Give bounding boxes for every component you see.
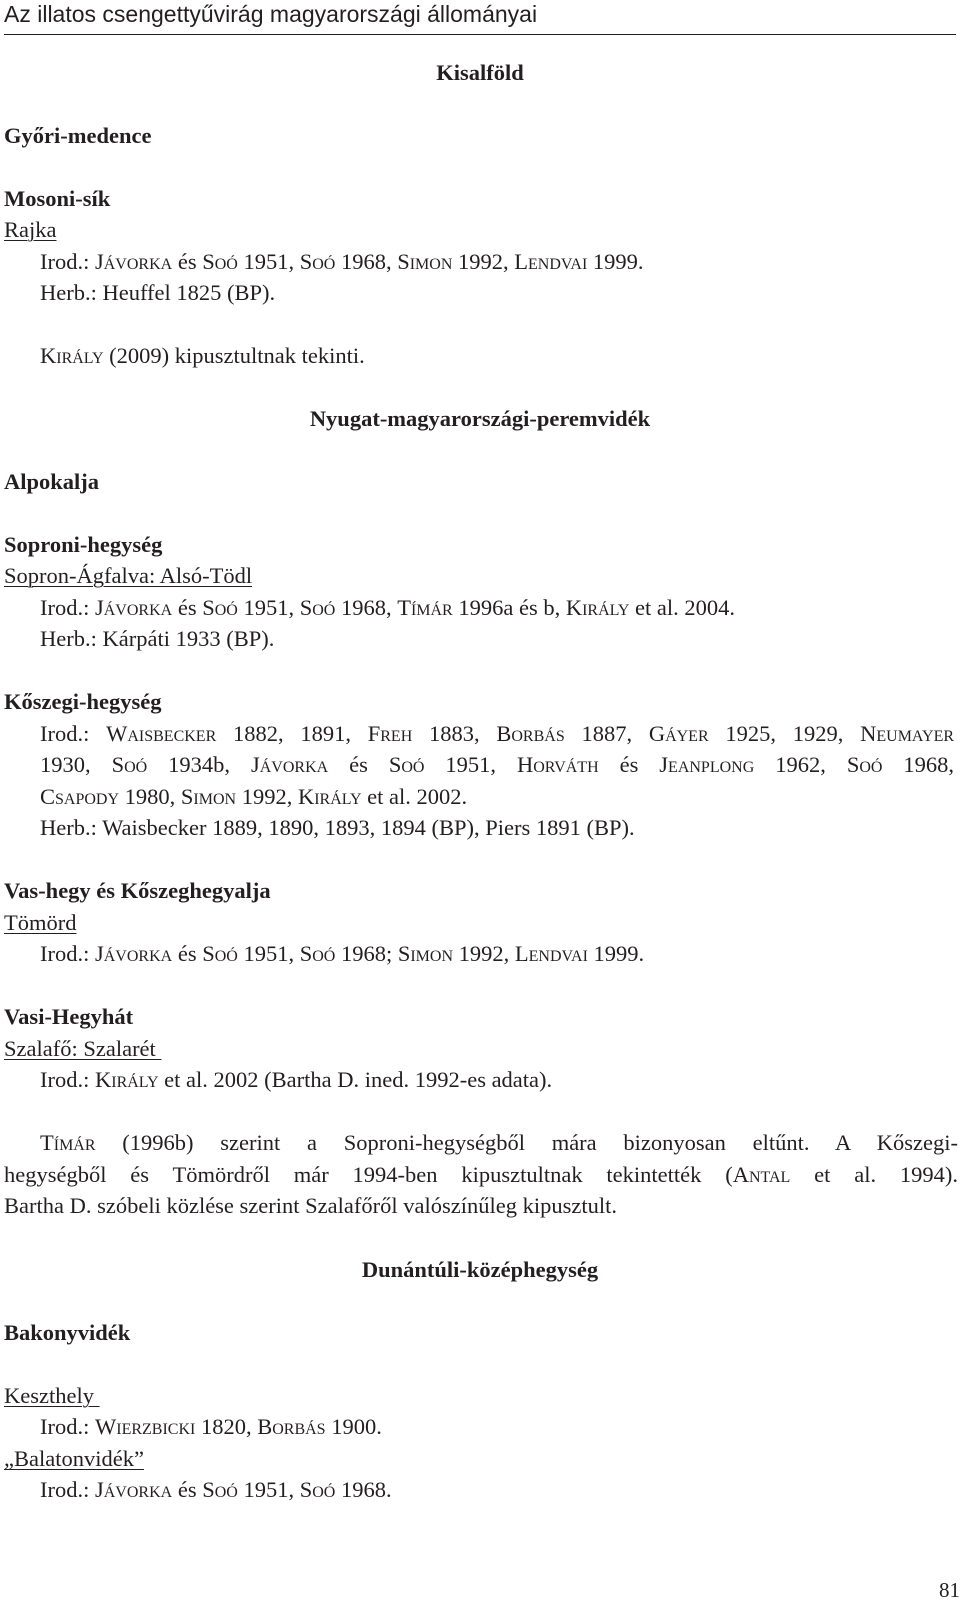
literature-line-rajka: Irod.: Jávorka és Soó 1951, Soó 1968, Simon 1992, Lendvai 1999. — [40, 249, 644, 274]
region-title-alpokalja: Alpokalja — [4, 469, 100, 494]
section-title-kisalfold: Kisalföld — [436, 60, 524, 85]
locality-szalafo: Szalafő: Szalarét — [4, 1036, 162, 1061]
subregion-title-mosoni-sik: Mosoni-sík — [4, 186, 111, 211]
region-title-gyori-medence: Győri-medence — [4, 123, 152, 148]
subregion-title-koszegi: Kőszegi-hegység — [4, 689, 162, 714]
literature-line-soproni: Irod.: Jávorka és Soó 1951, Soó 1968, Tímár 1996a és b, Király et al. 2004. — [40, 595, 735, 620]
page-number: 81 — [939, 1578, 960, 1602]
literature-line-balatonvidek: Irod.: Jávorka és Soó 1951, Soó 1968. — [40, 1477, 392, 1502]
locality-tomord: Tömörd — [4, 910, 77, 935]
running-header — [4, 0, 956, 35]
paragraph-line-3: Bartha D. szóbeli közlése szerint Szalafőről valószínűleg kipusztult. — [4, 1193, 617, 1218]
herbarium-line-koszegi: Herb.: Waisbecker 1889, 1890, 1893, 1894 (BP), Piers 1891 (BP). — [40, 815, 635, 840]
literature-line-tomord: Irod.: Jávorka és Soó 1951, Soó 1968; Simon 1992, Lendvai 1999. — [40, 941, 645, 966]
subregion-title-vashegy: Vas-hegy és Kőszeghegyalja — [4, 878, 271, 903]
paragraph-line-2: hegységből és Tömördről már 1994-ben kipusztultnak tekintették (Antal et al. 1994). — [4, 1162, 959, 1187]
section-title-dunantuli: Dunántúli-középhegység — [361, 1257, 599, 1282]
locality-rajka: Rajka — [4, 217, 57, 242]
paragraph-line-1: Tímár (1996b) szerint a Soproni-hegységből mára bizonyosan eltűnt. A Kőszegi- — [40, 1130, 958, 1155]
running-header-title: Az illatos csengettyűvirág magyarországi állományai — [4, 1, 538, 27]
literature-line-keszthely: Irod.: Wierzbicki 1820, Borbás 1900. — [40, 1414, 382, 1439]
locality-keszthely: Keszthely — [4, 1383, 100, 1408]
herbarium-line-soproni: Herb.: Kárpáti 1933 (BP). — [40, 626, 275, 651]
subregion-title-soproni: Soproni-hegység — [4, 532, 163, 557]
note-kiraly-2009: Király (2009) kipusztultnak tekinti. — [40, 343, 365, 368]
literature-line-koszegi-1: Irod.: Waisbecker 1882, 1891, Freh 1883, Borbás 1887, Gáyer 1925, 1929, Neumayer — [40, 721, 955, 746]
locality-sopron-agfalva: Sopron-Ágfalva: Alsó-Tödl — [4, 563, 253, 588]
literature-line-szalafo: Irod.: Király et al. 2002 (Bartha D. ined. 1992-es adata). — [40, 1067, 553, 1092]
section-title-nyugat: Nyugat-magyarországi-peremvidék — [309, 406, 651, 431]
herbarium-line-rajka: Herb.: Heuffel 1825 (BP). — [40, 280, 276, 305]
literature-line-koszegi-3: Csapody 1980, Simon 1992, Király et al. 2002. — [40, 784, 468, 809]
literature-line-koszegi-2: 1930, Soó 1934b, Jávorka és Soó 1951, Horváth és Jeanplong 1962, Soó 1968, — [40, 752, 955, 777]
locality-balatonvidek: „Balatonvidék” — [4, 1446, 144, 1471]
subregion-title-vasi-hegyhat: Vasi-Hegyhát — [4, 1004, 134, 1029]
region-title-bakonyvidek: Bakonyvidék — [4, 1320, 131, 1345]
